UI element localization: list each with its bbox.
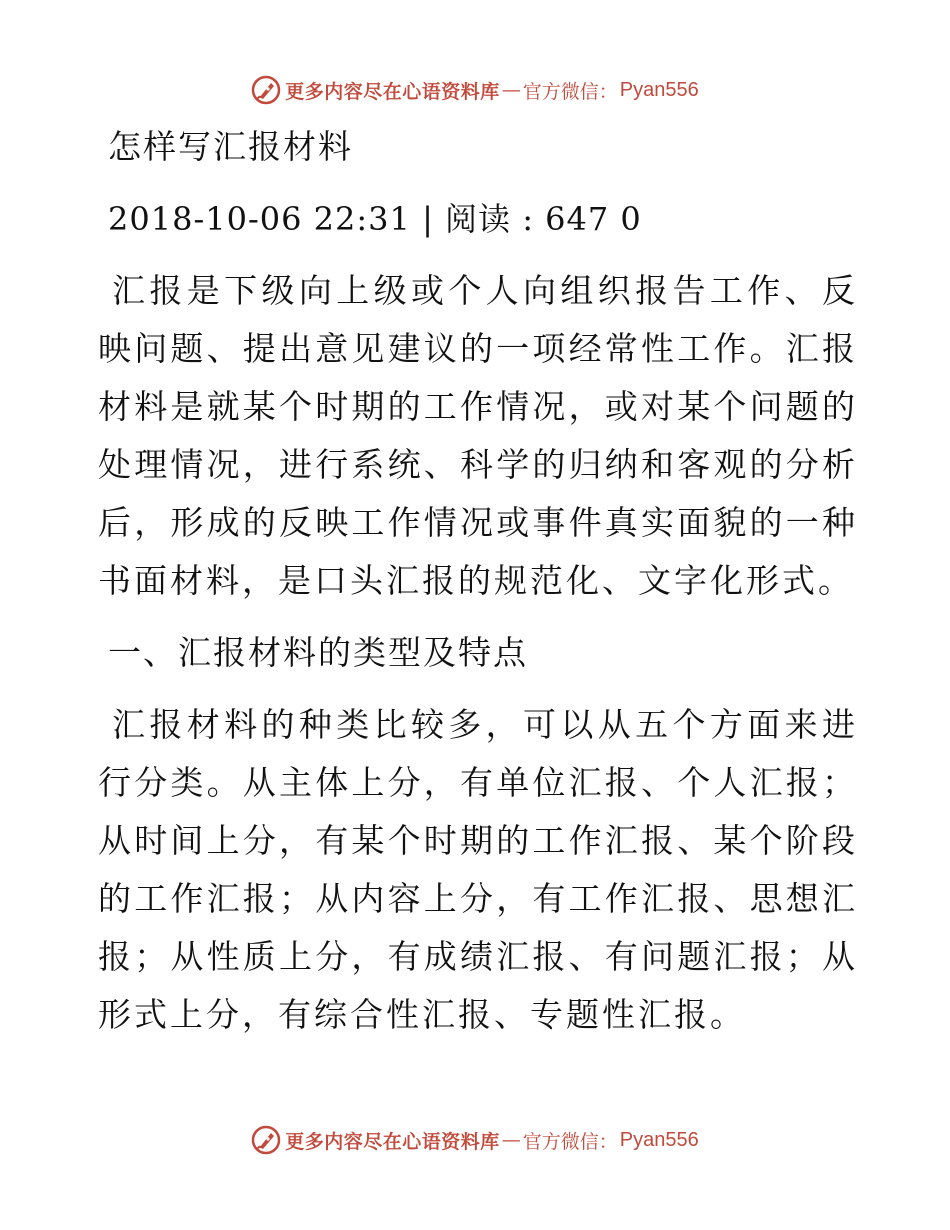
banner-separator: — — [501, 79, 521, 101]
section-heading: 一、汇报材料的类型及特点 — [108, 633, 528, 672]
banner-wechat-label: 官方微信： — [522, 1130, 618, 1153]
header-banner — [0, 70, 950, 110]
banner-wechat-label: 官方微信： — [522, 80, 618, 103]
paragraph-types: 汇报材料的种类比较多，可以从五个方面来进行分类。从主体上分，有单位汇报、个人汇报；从时间上分，有某个时期的工作汇报、某个阶段的工作汇报；从内容上分，有工作汇报、思想汇报；从性质上分，有成绩汇报、有问题汇报；从形式上分，有综合性汇报、专题性汇报。 — [98, 705, 858, 1034]
article — [98, 118, 858, 1044]
footer-banner — [0, 1120, 950, 1160]
banner-slogan: 更多内容尽在心语资料库 — [285, 1130, 500, 1153]
paragraph-intro: 汇报是下级向上级或个人向组织报告工作、反映问题、提出意见建议的一项经常性工作。汇报材料是就某个时期的工作情况，或对某个问题的处理情况，进行系统、科学的归纳和客观的分析后，形成的反映工作情况或事件真实面貌的一种书面材料，是口头汇报的规范化、文字化形式。 — [98, 271, 858, 600]
article-title: 怎样写汇报材料 — [108, 127, 353, 166]
banner-wechat-id: Pyan556 — [619, 78, 699, 101]
banner-wechat-id: Pyan556 — [619, 1128, 699, 1151]
pen-nib-logo-icon — [251, 1125, 281, 1155]
pen-nib-logo-icon — [251, 75, 281, 105]
article-meta: 2018-10-06 22:31 | 阅读 : 647 0 — [108, 200, 642, 238]
banner-separator: — — [501, 1129, 521, 1151]
banner-slogan: 更多内容尽在心语资料库 — [285, 80, 500, 103]
